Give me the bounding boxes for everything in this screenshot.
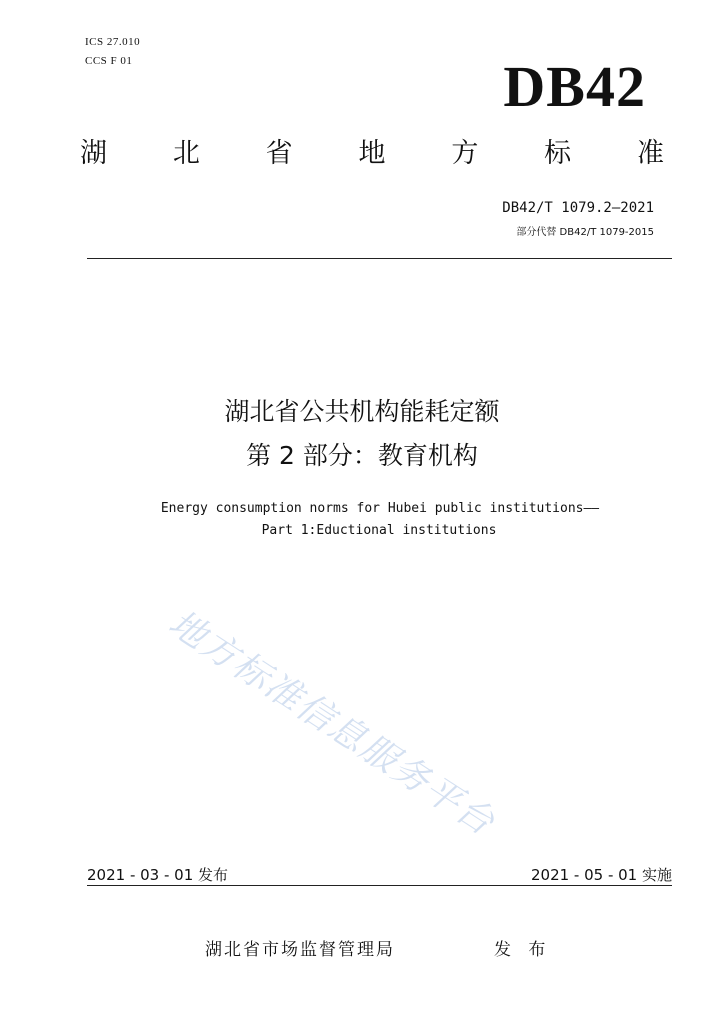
implementation-date: 2021 - 05 - 01 实施: [530, 866, 672, 884]
issue-date: 2021 - 03 - 01 发布: [87, 866, 229, 884]
standard-type-heading: [80, 140, 664, 167]
standard-type-char: 湖: [80, 138, 107, 169]
title-english-line-2: Part 1:Eductional institutions: [261, 523, 497, 538]
standard-type-char: 方: [451, 138, 479, 169]
standard-type-char: 准: [636, 138, 664, 169]
standard-type-char: 省: [265, 138, 293, 169]
ccs-code: CCS F 01: [85, 55, 133, 67]
title-chinese-line-1: 湖北省公共机构能耗定额: [224, 397, 500, 426]
title-english-line-1: Energy consumption norms for Hubei public institutions——: [160, 501, 600, 516]
standard-type-char: 北: [172, 138, 200, 169]
replaces-note: 部分代替 DB42/T 1079-2015: [516, 227, 654, 238]
standard-number: DB42/T 1079.2—2021: [502, 200, 654, 216]
db-code-logo: DB42: [503, 54, 646, 119]
standard-type-char: 标: [544, 138, 572, 169]
publish-label: 发 布: [494, 940, 552, 960]
watermark: 地方标准信息服务平台: [161, 602, 503, 845]
publisher-name: 湖北省市场监督管理局: [205, 940, 395, 960]
bottom-divider: [87, 885, 672, 886]
top-divider: [87, 258, 672, 259]
ics-code: ICS 27.010: [85, 36, 141, 48]
standard-type-char: 地: [358, 138, 386, 169]
title-chinese-line-2: 第 2 部分：教育机构: [246, 441, 478, 470]
